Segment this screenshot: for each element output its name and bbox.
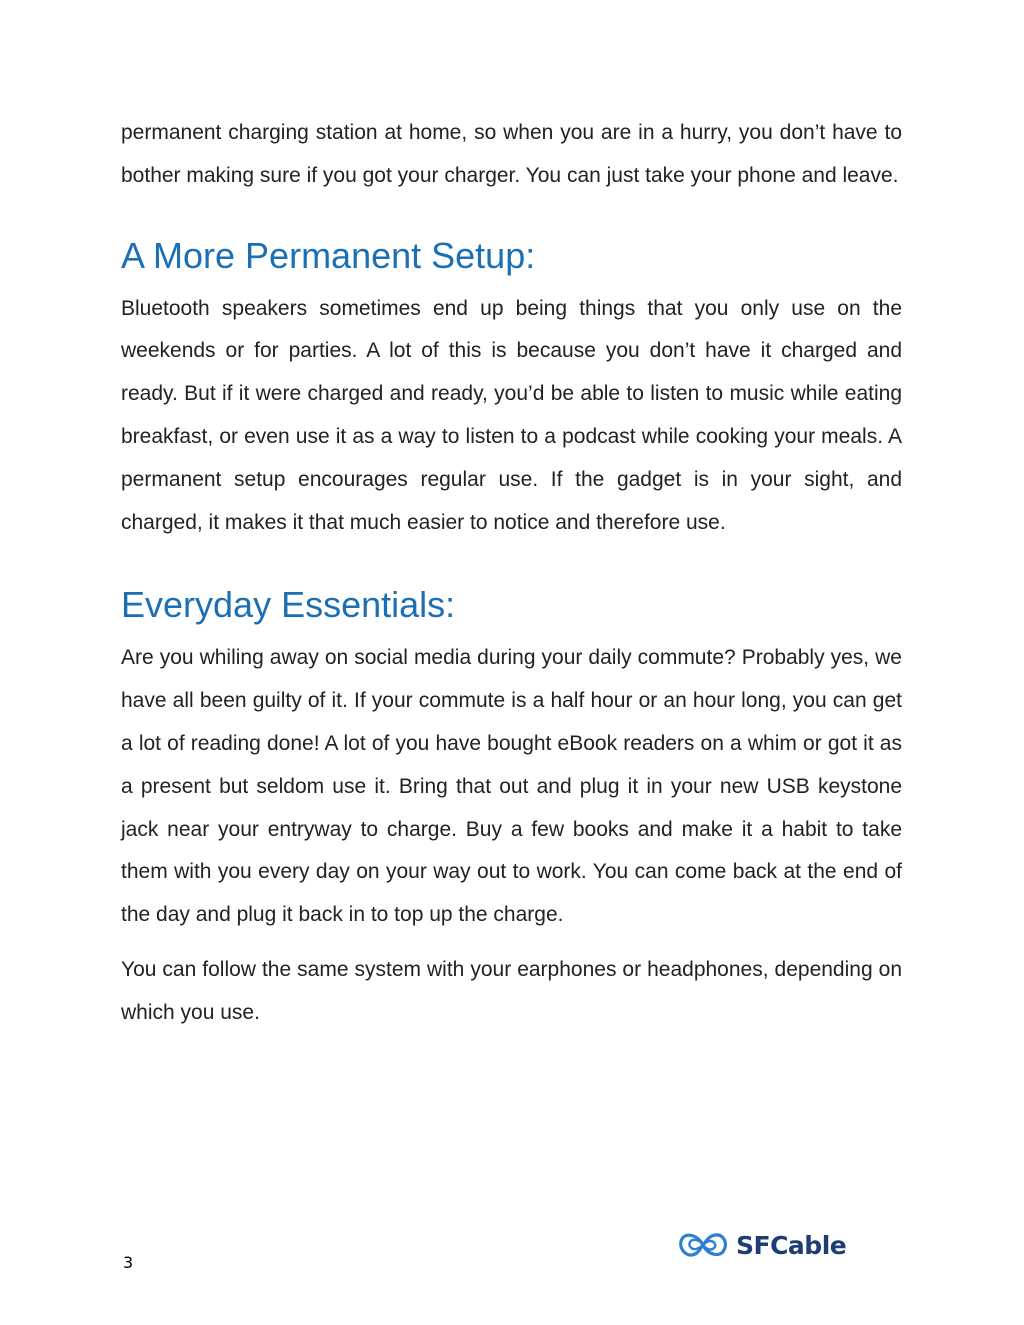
- intro-paragraph: permanent charging station at home, so when you are in a hurry, you don’t have to bother making sure if you got your charger. You can just take your phone and leave.: [121, 121, 902, 187]
- infinity-loop-icon: [676, 1228, 730, 1262]
- section-paragraph-everyday-essentials-1: Are you whiling away on social media during your daily commute? Probably yes, we have all been guilty of it. If your commute is a half hour or an hour long, you can get a lot of reading done! A lot of you have bought eBook readers on a whim or got it as a present but seldom use it. Bring that out and plug it in your new USB keystone jack near your entryway to charge. Buy a few books and make it a habit to take them with you every day on your way out to work. You can come back at the end of the day and plug it back in to top up the charge.: [121, 646, 902, 927]
- section-paragraph-permanent-setup: Bluetooth speakers sometimes end up being things that you only use on the weekends or for parties. A lot of this is because you don’t have it charged and ready. But if it were charged and ready, you’d be able to listen to music while eating breakfast, or even use it as a way to listen to a podcast while cooking your meals. A permanent setup encourages regular use. If the gadget is in your sight, and charged, it makes it that much easier to notice and therefore use.: [121, 296, 902, 534]
- section-heading-permanent-setup: A More Permanent Setup:: [121, 234, 536, 276]
- page-number: 3: [123, 1253, 134, 1272]
- section-paragraph-everyday-essentials-2: You can follow the same system with your earphones or headphones, depending on which you use.: [121, 957, 902, 1024]
- sfcable-logo: [676, 1225, 846, 1265]
- section-heading-everyday-essentials: Everyday Essentials:: [121, 584, 456, 626]
- document-body: [121, 112, 902, 1035]
- logo-wordmark: SFCable: [736, 1230, 847, 1260]
